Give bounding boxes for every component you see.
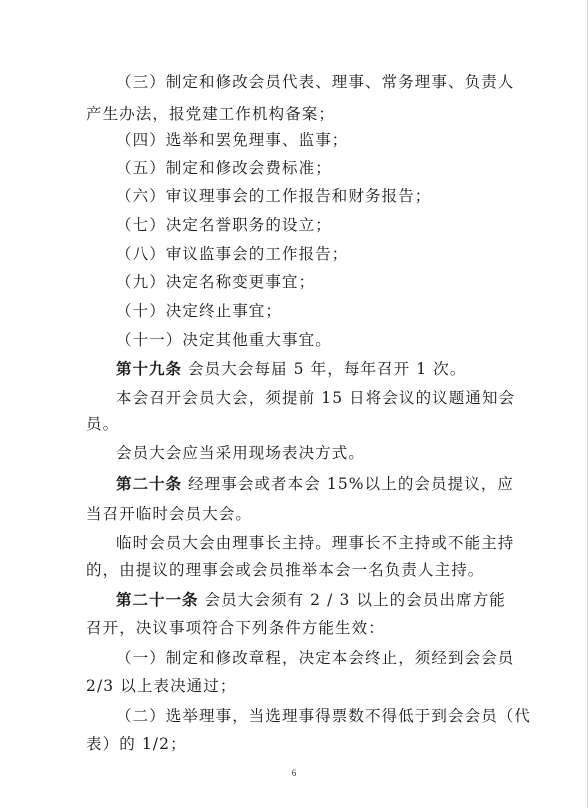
article-20-para-2: 临时会员大会由理事长主持。理事长不主持或不能主持 [116, 534, 515, 552]
article-21 [116, 590, 506, 610]
article-21-text: 会员大会须有 2 / 3 以上的会员出席方能 [198, 591, 506, 609]
paragraph-item-9: （九）决定名称变更事宜； [116, 273, 316, 291]
paragraph-item-5: （五）制定和修改会费标准； [116, 159, 332, 177]
article-21-item-2: （二）选举理事，当选理事得票数不得低于到会会员（代 [116, 707, 532, 725]
article-19-text: 会员大会每届 5 年，每年召开 1 次。 [182, 360, 467, 378]
paragraph-item-7: （七）决定名誉职务的设立； [116, 216, 332, 234]
page-number: 6 [291, 768, 297, 778]
paragraph-item-3-cont: 产生办法，报党建工作机构备案； [86, 105, 336, 123]
article-20-cont: 当召开临时会员大会。 [86, 505, 253, 523]
paragraph-item-3: （三）制定和修改会员代表、理事、常务理事、负责人 [116, 73, 515, 91]
article-20-heading: 第二十条 [116, 475, 183, 493]
article-21-item-2-cont: 表）的 1/2； [86, 735, 187, 753]
paragraph-item-8: （八）审议监事会的工作报告； [116, 245, 349, 263]
article-21-cont: 召开，决议事项符合下列条件方能生效： [86, 619, 385, 637]
paragraph-item-11: （十一）决定其他重大事宜。 [116, 331, 332, 349]
paragraph-item-6: （六）审议理事会的工作报告和财务报告； [116, 187, 432, 205]
article-20 [116, 474, 514, 494]
article-19 [116, 359, 466, 379]
paragraph-item-10: （十）决定终止事宜； [116, 302, 283, 320]
article-19-para-2: 本会召开会员大会，须提前 15 日将会议的议题通知会 [116, 389, 516, 407]
article-19-para-3: 会员大会应当采用现场表决方式。 [116, 444, 366, 462]
article-19-para-2-cont: 员。 [86, 415, 120, 433]
article-20-text: 经理事会或者本会 15%以上的会员提议，应 [182, 475, 515, 493]
article-19-heading: 第十九条 [116, 360, 183, 378]
paragraph-item-4: （四）选举和罢免理事、监事； [116, 131, 349, 149]
article-21-item-1: （一）制定和修改章程，决定本会终止，须经到会会员 [116, 649, 515, 667]
article-20-para-2-cont: 的，由提议的理事会或会员推举本会一名负责人主持。 [86, 561, 485, 579]
article-21-item-1-cont: 2/3 以上表决通过； [86, 677, 237, 695]
article-21-heading: 第二十一条 [116, 591, 199, 609]
